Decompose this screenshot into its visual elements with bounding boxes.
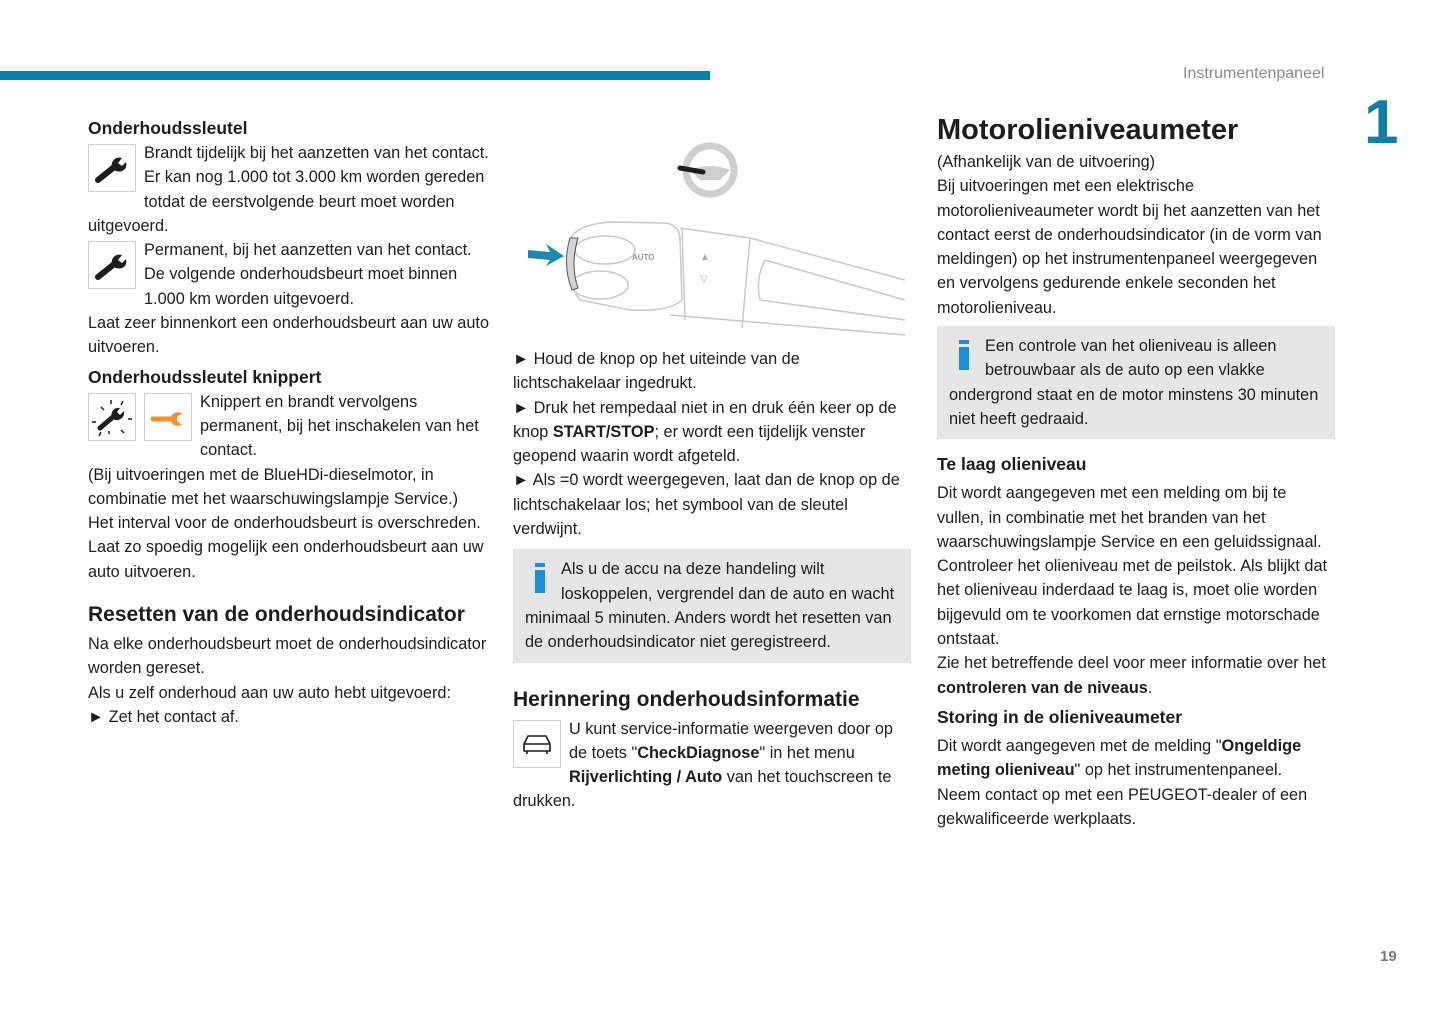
heading-onderhoudssleutel: Onderhoudssleutel — [88, 118, 248, 138]
paragraph: Als u zelf onderhoud aan uw auto hebt uitgevoerd: — [88, 683, 451, 702]
heading-knippert: Onderhoudssleutel knippert — [88, 366, 322, 387]
right-column — [937, 112, 1335, 831]
step: ► Als =0 wordt weergegeven, laat dan de knop op de lichtschakelaar los; het symbool van de sleutel verdwijnt. — [513, 471, 900, 539]
paragraph: Laat zeer binnenkort een onderhoudsbeurt aan uw auto uitvoeren. — [88, 314, 489, 357]
paragraph: Neem contact op met een PEUGEOT-dealer of een gekwalificeerde werkplaats. — [937, 785, 1308, 828]
section-title: Instrumentenpaneel — [1183, 65, 1325, 82]
arrow-icon — [528, 244, 564, 266]
paragraph: Dit wordt aangegeven met de melding "Ongeldige meting olieniveau" op het instrumentenpaneel. — [937, 736, 1302, 780]
stalk-drawing — [569, 222, 905, 335]
info-note: Een controle van het olieniveau is alleen betrouwbaar als de auto op een vlakke ondergrond staat en de motor minstens 30 minuten niet heeft gedraaid. — [937, 326, 1335, 439]
paragraph: Het interval voor de onderhoudsbeurt is overschreden. — [88, 514, 481, 533]
auto-label: AUTO — [632, 253, 655, 262]
fog-light-symbol: ▽ — [700, 274, 708, 285]
middle-column — [513, 347, 911, 814]
paragraph: (Bij uitvoeringen met de BlueHDi-dieselmotor, in combinatie met het waarschuwingslampje Service.) — [88, 465, 459, 508]
chapter-number: 1 — [1364, 88, 1399, 157]
step: ► Houd de knop op het uiteinde van de lichtschakelaar ingedrukt. — [513, 350, 800, 393]
heading-motorolieniveaumeter: Motorolieniveaumeter — [937, 114, 1239, 146]
paragraph: Na elke onderhoudsbeurt moet de onderhoudsindicator worden gereset. — [88, 635, 487, 678]
paragraph: Controleer het olieniveau met de peilstok. Als blijkt dat het olieniveau inderdaad te laag is, moet olie worden bijgevuld om te voorkomen dat ernstige motorschade ontstaat. — [937, 557, 1328, 649]
paragraph: Knippert en brandt vervolgens permanent, bij het inschakelen van het contact. — [88, 390, 490, 463]
paragraph: Brandt tijdelijk bij het aanzetten van het contact. — [88, 141, 490, 165]
wrench-icon — [88, 144, 136, 192]
paragraph: Dit wordt aangegeven met een melding om bij te vullen, in combinatie met het branden van het waarschuwingslampje Service en een geluidssignaal. — [937, 484, 1322, 551]
heading-herinnering: Herinnering onderhoudsinformatie — [513, 687, 860, 711]
heading-storing: Storing in de olieniveaumeter — [937, 706, 1183, 727]
light-switch-illustration — [520, 140, 910, 340]
page-number: 19 — [1380, 948, 1397, 965]
paragraph: Laat zo spoedig mogelijk een onderhoudsbeurt aan uw auto uitvoeren. — [88, 538, 484, 581]
fog-light-symbol: ▲ — [700, 252, 710, 263]
left-column — [88, 115, 490, 729]
info-icon — [959, 340, 969, 370]
wrench-icon — [88, 241, 136, 289]
flashing-wrench-icon — [88, 393, 136, 441]
paragraph: (Afhankelijk van de uitvoering) — [937, 153, 1156, 171]
info-icon — [535, 563, 545, 593]
paragraph: Er kan nog 1.000 tot 3.000 km worden gereden totdat de eerstvolgende beurt moet worden uitgevoerd. — [88, 168, 485, 235]
paragraph: U kunt service-informatie weergeven door op de toets "CheckDiagnose" in het menu Rijverlichting / Auto van het touchscreen te drukken. — [513, 719, 893, 811]
paragraph: Permanent, bij het aanzetten van het contact. De volgende onderhoudsbeurt moet binnen 1.000 km worden uitgevoerd. — [88, 238, 490, 311]
info-note: Als u de accu na deze handeling wilt loskoppelen, vergrendel dan de auto en wacht minimaal 5 minuten. Anders wordt het resetten van de onderhoudsindicator niet geregistreerd. — [513, 549, 911, 662]
steering-wheel-icon — [680, 146, 734, 194]
car-icon — [513, 720, 561, 768]
orange-wrench-icon — [144, 393, 192, 441]
header-accent-bar — [0, 71, 710, 80]
paragraph: Bij uitvoeringen met een elektrische motorolieniveaumeter wordt bij het aanzetten van het contact eerst de onderhoudsindicator (in de vorm van meldingen) op het instrumentenpaneel weergegeven en vervolgens gedurende enkele seconden het motorolieniveau. — [937, 177, 1322, 317]
step: ► Druk het rempedaal niet in en druk één keer op de knop START/STOP; er wordt een tijdelijk venster geopend waarin wordt afgeteld. — [513, 398, 897, 466]
heading-te-laag: Te laag olieniveau — [937, 454, 1087, 475]
heading-resetten: Resetten van de onderhoudsindicator — [88, 603, 465, 627]
step: ► Zet het contact af. — [88, 707, 239, 726]
paragraph: Zie het betreffende deel voor meer informatie over het controleren van de niveaus. — [937, 654, 1326, 697]
